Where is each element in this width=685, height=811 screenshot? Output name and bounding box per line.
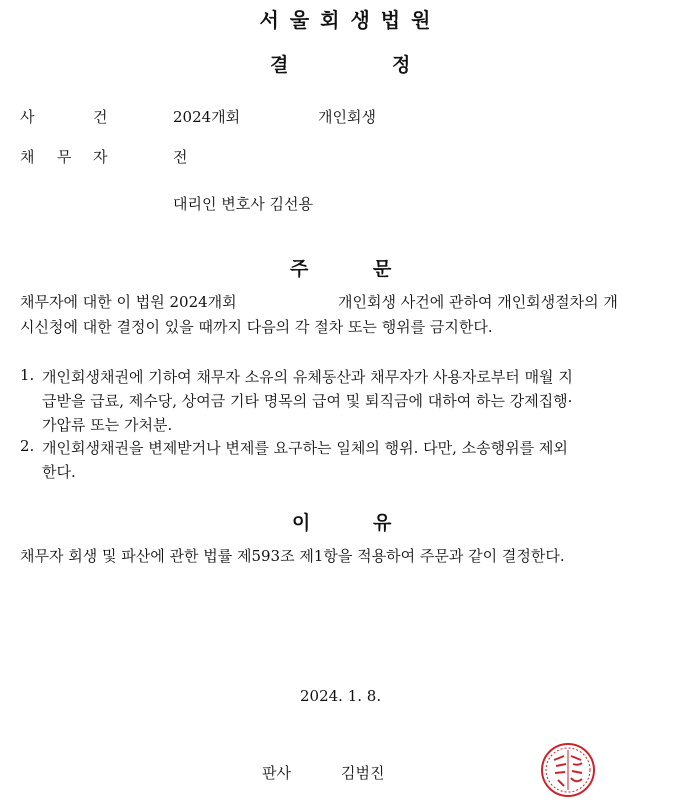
judge-title: 판사 [262, 764, 291, 782]
case-label-char-1: 사 [20, 108, 35, 126]
official-seal-icon [540, 742, 596, 798]
debtor-name: 전 [173, 148, 188, 166]
order-item-1-line-1: 개인회생채권에 기하여 채무자 소유의 유체동산과 채무자가 사용자로부터 매월 지 [42, 368, 573, 386]
order-item-2-marker: 2. [20, 437, 35, 455]
debtor-label-char-3: 자 [93, 148, 108, 166]
decision-title-left: 결 [270, 54, 289, 76]
decision-date: 2024. 1. 8. [300, 687, 382, 705]
order-item-1-line-3: 가압류 또는 가처분. [42, 416, 173, 434]
order-item-1-line-2: 급받을 급료, 제수당, 상여금 기타 명목의 급여 및 퇴직금에 대하여 하는 강제집행· [42, 392, 573, 410]
order-item-2-line-1: 개인회생채권을 변제받거나 변제를 요구하는 일체의 행위. 다만, 소송행위를 제외 [42, 439, 568, 457]
order-intro-line-2: 시신청에 대한 결정이 있을 때까지 다음의 각 절차 또는 행위를 금지한다. [20, 318, 493, 336]
case-number: 2024개회 [173, 108, 241, 126]
case-type: 개인회생 [318, 108, 376, 126]
order-intro-line-1a: 채무자에 대한 이 법원 2024개회 [20, 293, 237, 311]
order-item-1-marker: 1. [20, 366, 35, 384]
debtor-label-char-1: 채 [20, 148, 35, 166]
case-label-char-2: 건 [93, 108, 108, 126]
court-name: 서울회생법원 [259, 8, 442, 32]
order-heading-right: 문 [373, 258, 392, 280]
reason-heading-left: 이 [292, 512, 311, 534]
reason-text: 채무자 회생 및 파산에 관한 법률 제593조 제1항을 적용하여 주문과 같이 결정한다. [20, 547, 565, 565]
order-item-2-line-2: 한다. [42, 463, 76, 481]
representative: 대리인 변호사 김선용 [173, 195, 313, 213]
decision-title-right: 정 [392, 54, 411, 76]
reason-heading-right: 유 [373, 512, 392, 534]
judge-name: 김범진 [341, 764, 385, 782]
order-heading-left: 주 [290, 258, 309, 280]
debtor-label-char-2: 무 [57, 148, 72, 166]
order-intro-line-1b: 개인회생 사건에 관하여 개인회생절차의 개 [338, 293, 618, 311]
